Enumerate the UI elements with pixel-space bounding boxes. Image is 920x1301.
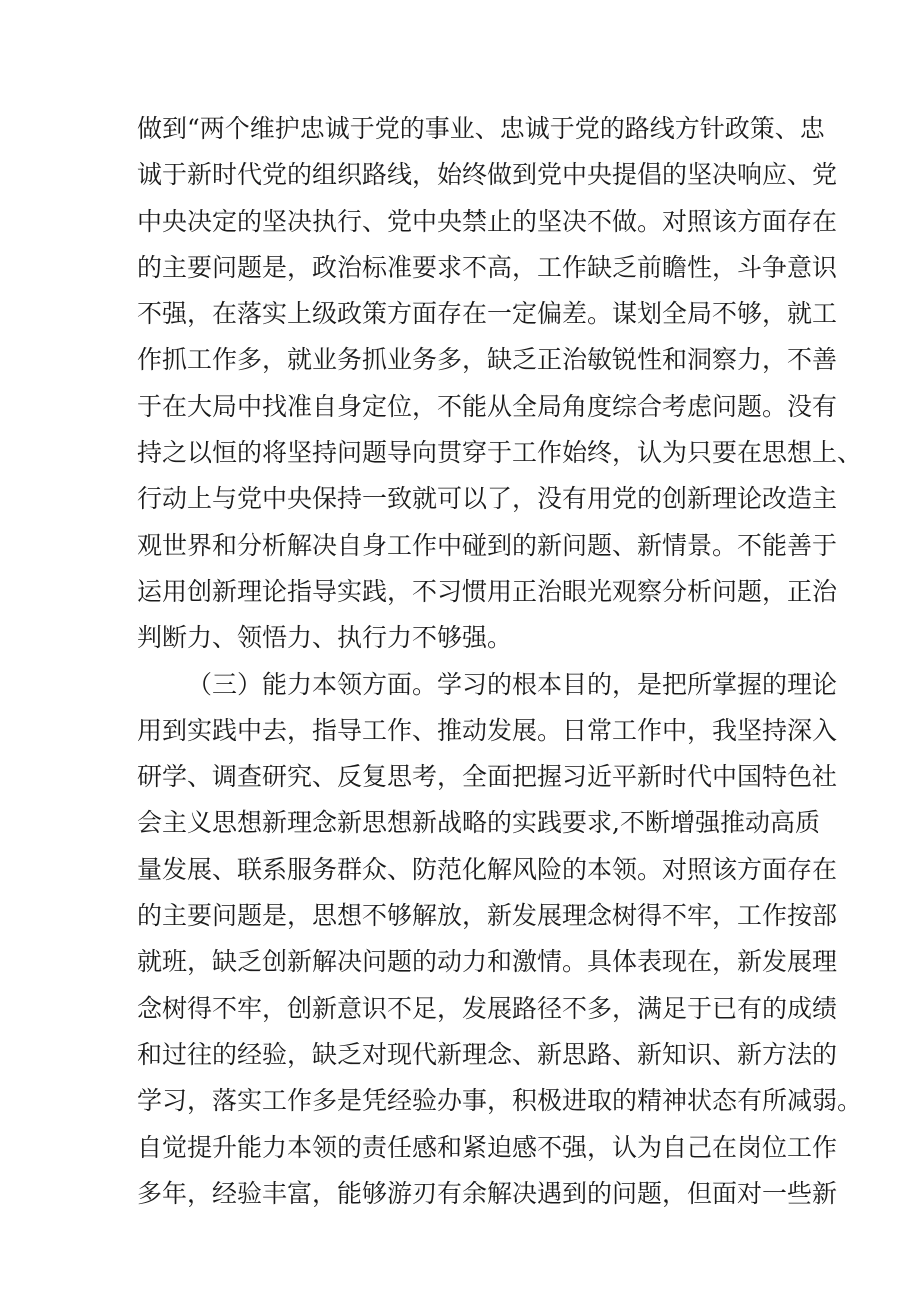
text-line: 判断力、领悟力、执行力不够强。 — [137, 623, 513, 653]
text-line: 做到“两个维护忠诚于党的事业、忠诚于党的路线方针政策、忠 — [137, 114, 825, 143]
text-line: 研学、调查研究、反复思考，全面把握习近平新时代中国特色社 — [137, 762, 838, 792]
text-line: 就班，缺乏创新解决问题的动力和激情。具体表现在，新发展理 — [137, 947, 838, 977]
text-line: 行动上与党中央保持一致就可以了，没有用党的创新理论改造主 — [137, 484, 838, 514]
text-line: 的主要问题是，政治标准要求不高，工作缺乏前瞻性，斗争意识 — [137, 252, 838, 282]
text-line: 会主义思想新理念新思想新战略的实践要求,不断增强推动高质 — [137, 808, 820, 838]
text-line: 持之以恒的将坚持问题导向贯穿于工作始终，认为只要在思想上、 — [137, 438, 863, 468]
document-body — [137, 106, 863, 1217]
text-line: 自觉提升能力本领的责任感和紧迫感不强，认为自己在岗位工作 — [137, 1132, 838, 1162]
text-line: 念树得不牢，创新意识不足，发展路径不多，满足于已有的成绩 — [137, 993, 838, 1023]
text-line: 于在大局中找准自身定位，不能从全局角度综合考虑问题。没有 — [137, 391, 838, 421]
text-line: 作抓工作多，就业务抓业务多，缺乏正治敏锐性和洞察力，不善 — [137, 345, 838, 375]
text-line: 诚于新时代党的组织路线，始终做到党中央提倡的坚决响应、党 — [137, 160, 838, 190]
text-line: 用到实践中去，指导工作、推动发展。日常工作中，我坚持深入 — [137, 715, 838, 745]
text-line: 运用创新理论指导实践，不习惯用正治眼光观察分析问题，正治 — [137, 576, 838, 606]
text-line: 和过往的经验，缺乏对现代新理念、新思路、新知识、新方法的 — [137, 1039, 838, 1069]
text-line: 中央决定的坚决执行、党中央禁止的坚决不做。对照该方面存在 — [137, 206, 838, 236]
text-line: 量发展、联系服务群众、防范化解风险的本领。对照该方面存在 — [137, 854, 838, 884]
text-line: 多年，经验丰富，能够游刃有余解决遇到的问题，但面对一些新 — [137, 1178, 838, 1208]
text-line: 的主要问题是，思想不够解放，新发展理念树得不牢，工作按部 — [137, 901, 838, 931]
section-heading-line: （三）能力本领方面。学习的根本目的，是把所掌握的理论 — [187, 669, 838, 699]
text-line: 学习，落实工作多是凭经验办事，积极进取的精神状态有所减弱。 — [137, 1086, 863, 1116]
text-line: 不强，在落实上级政策方面存在一定偏差。谋划全局不够，就工 — [137, 299, 838, 329]
text-line: 观世界和分析解决自身工作中碰到的新问题、新情景。不能善于 — [137, 530, 838, 560]
